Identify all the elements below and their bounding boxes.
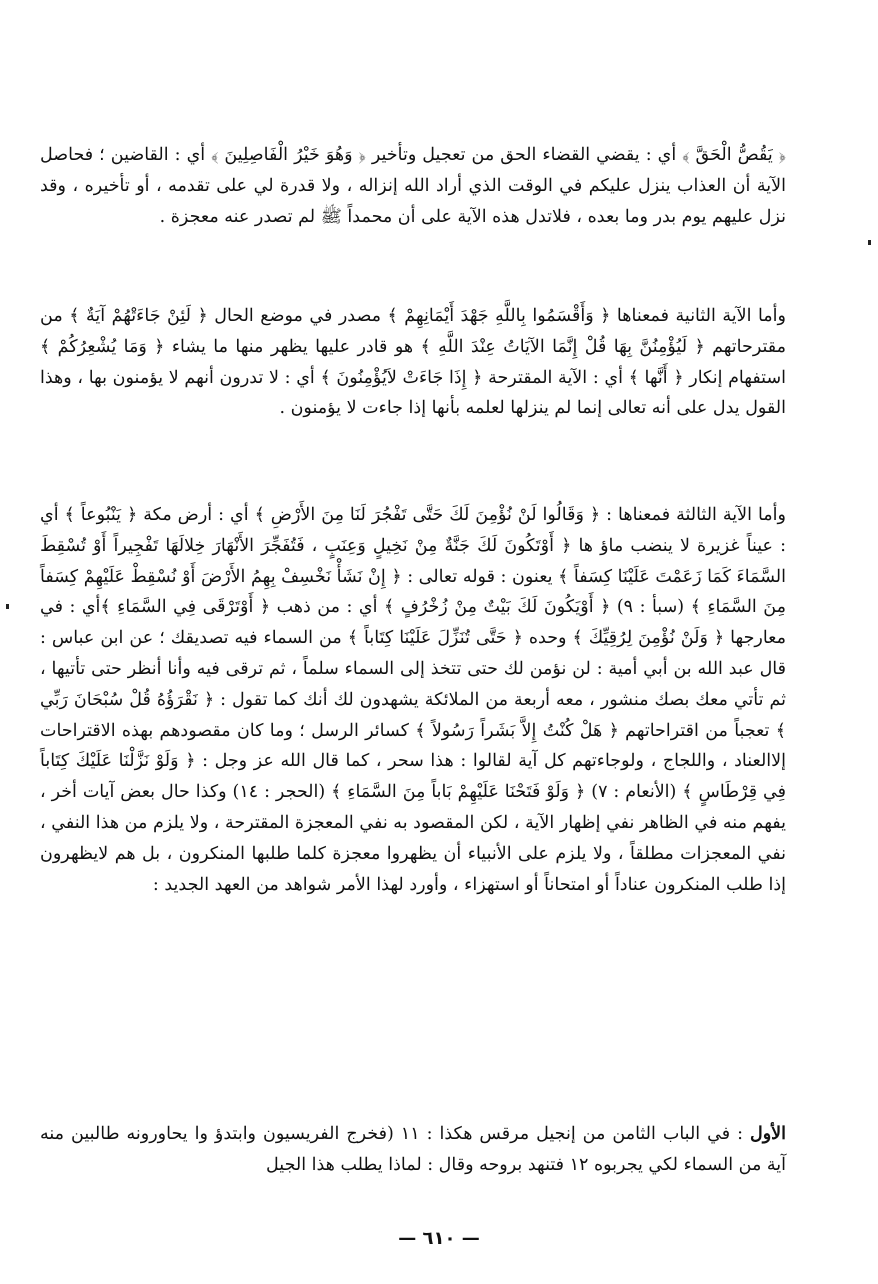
paragraph-third-verse xyxy=(40,500,786,900)
scan-mark xyxy=(6,604,9,609)
paragraph-text: ﴿ يَقُصُّ الْحَقَّ ﴾ أي : يقضي القضاء الحق من تعجيل وتأخير ﴿ وَهُوَ خَيْرُ الْفَاصِلِينَ ﴾ أي : القاضين ؛ فحاصل الآية أن العذاب ينزل عليكم في الوقت الذي أراد الله إنزاله ، ولا قدرة لي على تقدمه ، أو تأخيره ، وقد نزل عليهم يوم بدر وما بعده ، فلاتدل هذه الآية على أن محمداً ﷺ لم تصدر عنه معجزة . xyxy=(40,145,786,227)
paragraph-second-verse xyxy=(40,301,786,424)
paragraph-verse-commentary xyxy=(40,140,786,232)
paragraph-text: وأما الآية الثانية فمعناها ﴿ وَأَقْسَمُوا بِاللَّهِ جَهْدَ أَيْمَانِهِمْ ﴾ مصدر في موضع الحال ﴿ لَئِنْ جَاءَتْهُمْ آيَةٌ ﴾ من مقترحاتهم ﴿ لَيُؤْمِنُنَّ بِهَا قُلْ إِنَّمَا الآيَاتُ عِنْدَ اللَّهِ ﴾ هو قادر عليها يظهر منها ما يشاء ﴿ وَمَا يُشْعِرُكُمْ ﴾ استفهام إنكار ﴿ أَنَّها ﴾ أي : الآية المقترحة ﴿ إِذَا جَاءَتْ لاَيُؤْمِنُونَ ﴾ أي : لا تدرون أنهم لا يؤمنون بها ، وهذا القول يدل على أنه تعالى إنما لم ينزلها لعلمه بأنها إذا جاءت لا يؤمنون . xyxy=(40,306,786,419)
paragraph-text xyxy=(40,1119,786,1181)
paragraph-lead-word: الأول xyxy=(749,1124,786,1144)
page-number: — ٦١٠ — xyxy=(398,1228,480,1249)
paragraph-first-witness xyxy=(40,1119,786,1181)
scan-mark xyxy=(868,240,871,245)
paragraph-text: وأما الآية الثالثة فمعناها : ﴿ وَقَالُوا لَنْ نُؤْمِنَ لَكَ حَتَّى تَفْجُرَ لَنَا مِنَ الأَرْضِ ﴾ أي : أرض مكة ﴿ يَنْبُوعاً ﴾ أي : عيناً غزيرة لا ينضب ماؤ ها ﴿ أَوْتَكُونَ لَكَ جَنَّةٌ مِنْ نَخِيلٍ وَعِنَبٍ ، فَتُفَجِّرَ الأَنْهَارَ خِلالَهَا تَفْجِيراً أَوْ تُسْقِطَ السَّمَاءَ كَمَا زَعَمْتَ عَلَيْنَا كِسَفاً ﴾ يعنون : قوله تعالى : ﴿ إِنْ نَشَأْ نَخْسِفْ بِهِمُ الأَرْضَ أَوْ نُسْقِطْ عَلَيْهِمْ كِسَفاً مِنَ السَّمَاءِ ﴾ (سبأ : ٩) ﴿ أَوْيَكُونَ لَكَ بَيْتٌ مِنْ زُخْرُفٍ ﴾ أي : من ذهب ﴿ أَوْتَرْقَى فِي السَّمَاءِ ﴾أي : في معارجها ﴿ وَلَنْ نُؤْمِنَ لِرُقِيِّكَ ﴾ وحده ﴿ حَتَّى تُنَزِّلَ عَلَيْنَا كِتَاباً ﴾ من السماء فيه تصديقك ؛ عن ابن عباس : قال عبد الله بن أبي أمية : لن نؤمن لك حتى تتخذ إلى السماء سلماً ، ثم ترقى فيه وأنا أنظر حتى تأتيها ، ثم تأتي معك بصك منشور ، معه أربعة من الملائكة يشهدون لك أنك كما تقول : ﴿ نَقْرَؤُهُ قُلْ سُبْحَانَ رَبِّي ﴾ تعجباً من اقتراحاتهم ﴿ هَلْ كُنْتُ إِلاَّ بَشَراً رَسُولاً ﴾ كسائر الرسل ؛ وما كان مقصودهم بهذه الاقتراحات إلاالعناد ، واللجاج ، ولوجاءتهم كل آية لقالوا : هذا سحر ، كما قال الله عز وجل : ﴿ وَلَوْ نَزَّلْنَا عَلَيْكَ كِتَاباً فِي قِرْطَاسٍ ﴾ (الأنعام : ٧) ﴿ وَلَوْ فَتَحْنَا عَلَيْهِمْ بَاباً مِنَ السَّمَاءِ ﴾ (الحجر : ١٤) وكذا حال بعض آيات أخر ، يفهم منه في الظاهر نفي إظهار الآية ، لكن المقصود به نفي المعجزة المقترحة ، ولا يلزم من هذا النفي ، نفي المعجزات مطلقاً ، ولا يلزم على الأنبياء أن يظهروا معجزة كلما طلبها المنكرون ، بل هم لايظهرون إذا طلب المنكرون عناداً أو امتحاناً أو استهزاء ، وأورد لهذا الأمر شواهد من العهد الجديد : xyxy=(40,505,786,895)
paragraph-body: : في الباب الثامن من إنجيل مرقس هكذا : ١١ (فخرج الفريسيون وابتدؤ وا يحاورونه طالبين منه آية من السماء لكي يجربوه ١٢ فتنهد بروحه وقال : لماذا يطلب هذا الجيل xyxy=(40,1124,786,1175)
